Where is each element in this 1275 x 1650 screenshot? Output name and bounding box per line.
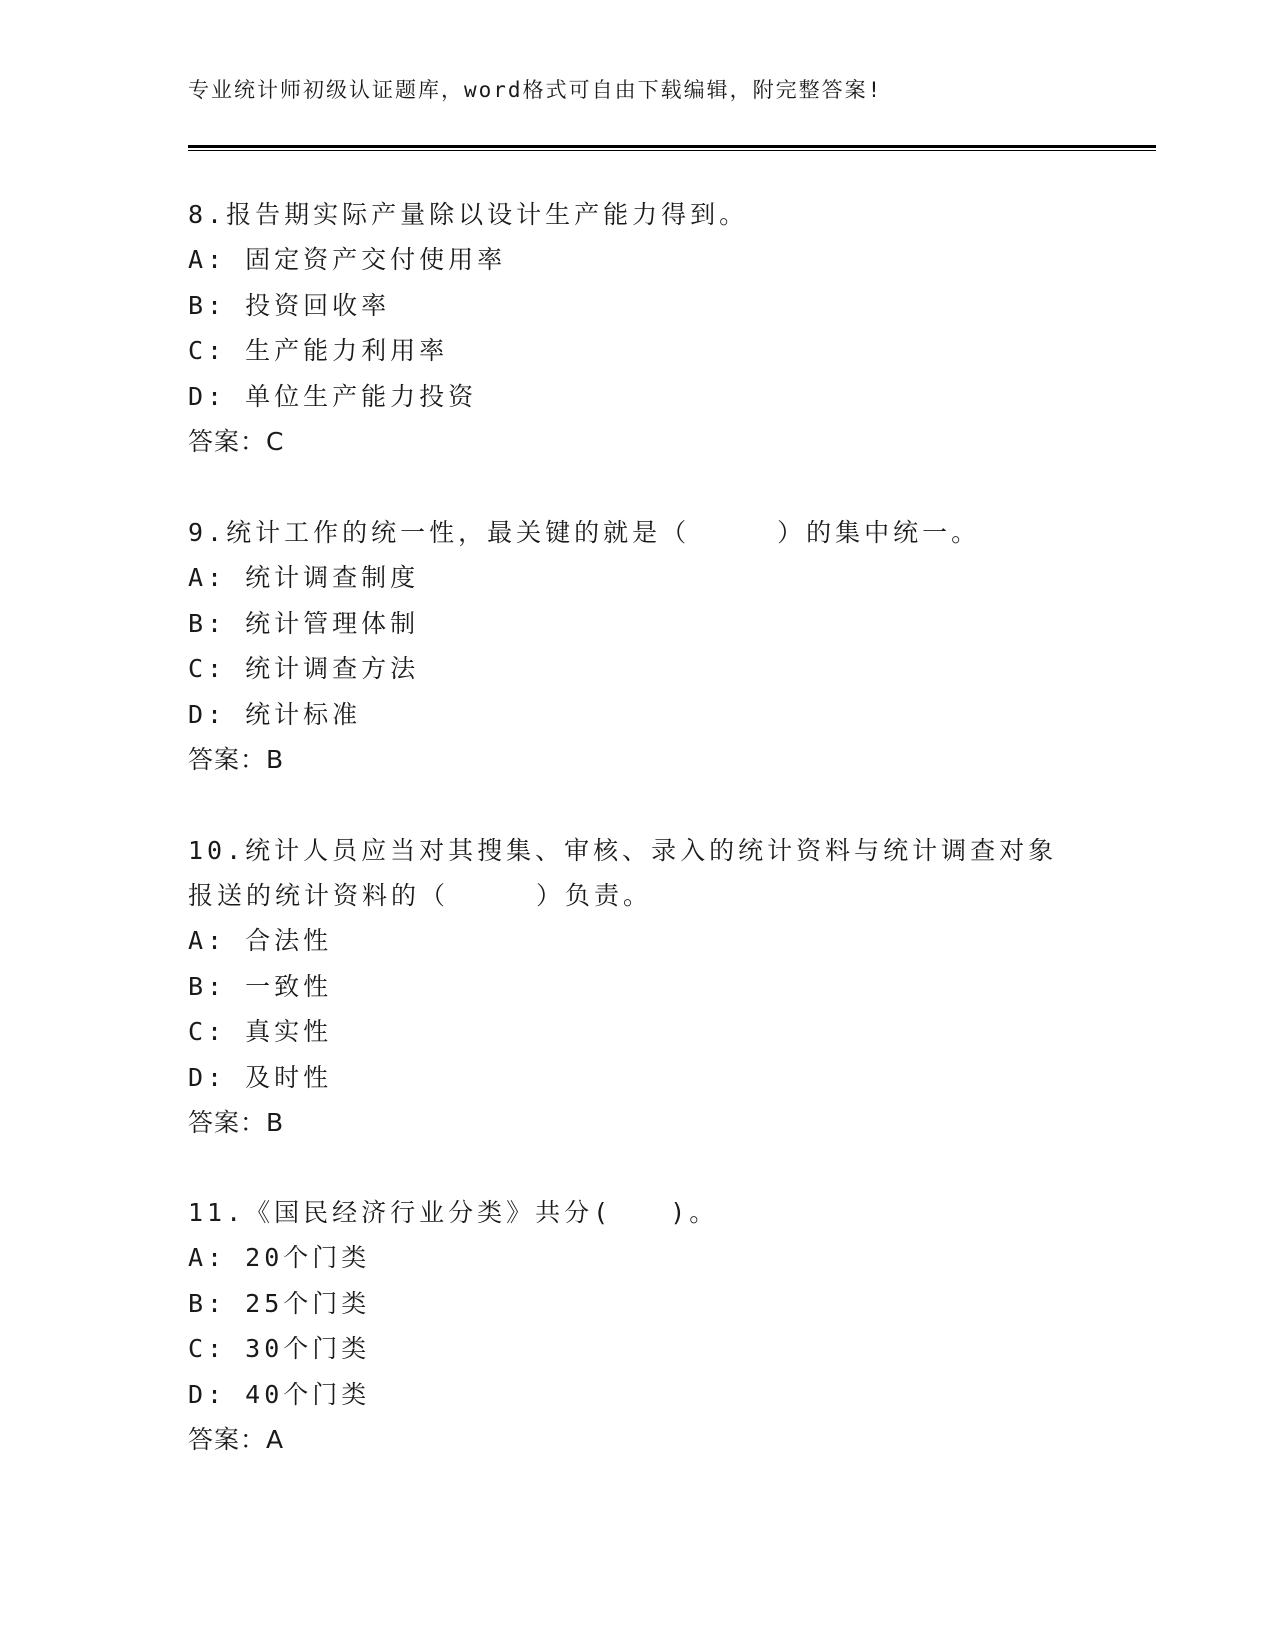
question-block <box>188 1190 1088 1463</box>
page-header: 专业统计师初级认证题库，word格式可自由下载编辑，附完整答案! <box>188 78 883 102</box>
question-block <box>188 828 1068 1146</box>
question-block <box>188 192 1088 465</box>
option-b: B: 一致性 <box>188 971 333 1001</box>
answer-line: 答案：C <box>188 427 285 456</box>
option-a: A: 20个门类 <box>188 1243 371 1272</box>
question-title: 11.《国民经济行业分类》共分( )。 <box>188 1198 719 1227</box>
option-c: C: 统计调查方法 <box>188 654 420 683</box>
option-c: C: 30个门类 <box>188 1334 371 1363</box>
answer-line: 答案：B <box>188 745 285 774</box>
header-rule-thick <box>188 145 1156 148</box>
question-title: 10.统计人员应当对其搜集、审核、录入的统计资料与统计调查对象报送的统计资料的（ ）负责。 <box>188 836 1058 910</box>
answer-line: 答案：B <box>188 1108 285 1137</box>
question-title: 9.统计工作的统一性，最关键的就是（ ）的集中统一。 <box>188 518 981 547</box>
option-a: A: 统计调查制度 <box>188 563 420 592</box>
option-b: B: 投资回收率 <box>188 290 391 320</box>
option-c: C: 真实性 <box>188 1017 333 1046</box>
question-block <box>188 510 1088 783</box>
answer-line: 答案：A <box>188 1425 285 1454</box>
option-a: A: 合法性 <box>188 926 333 955</box>
question-title: 8.报告期实际产量除以设计生产能力得到。 <box>188 200 749 229</box>
option-d: D: 及时性 <box>188 1062 333 1092</box>
option-b: B: 统计管理体制 <box>188 608 420 638</box>
header-rule-thin <box>188 150 1156 151</box>
option-a: A: 固定资产交付使用率 <box>188 245 507 274</box>
option-b: B: 25个门类 <box>188 1288 371 1318</box>
option-d: D: 单位生产能力投资 <box>188 381 478 411</box>
option-d: D: 统计标准 <box>188 699 362 729</box>
option-c: C: 生产能力利用率 <box>188 336 449 365</box>
option-d: D: 40个门类 <box>188 1379 371 1409</box>
